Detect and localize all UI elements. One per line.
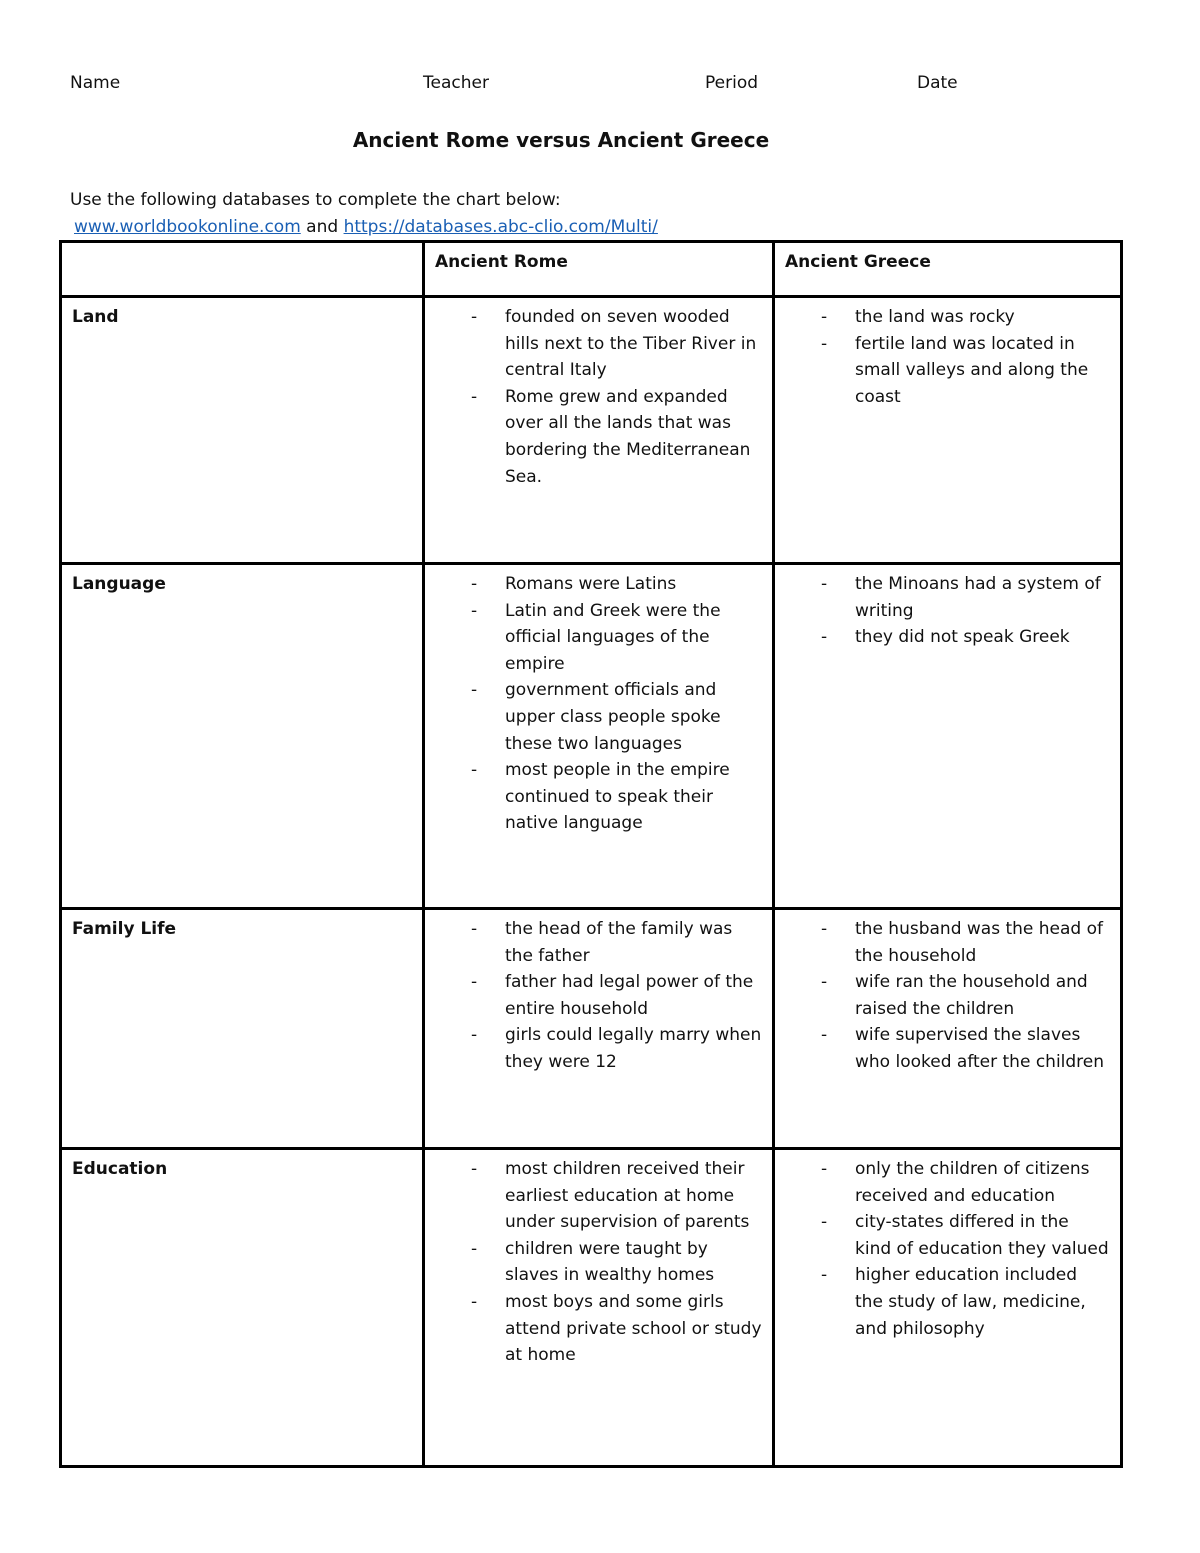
column-header-blank (61, 242, 424, 297)
table-row-education (61, 1149, 1122, 1467)
instructions-text: Use the following databases to complete the chart below: (70, 190, 561, 210)
cell-language-rome (424, 564, 774, 909)
bullet-list (435, 916, 762, 1076)
bullet-list (435, 1156, 762, 1369)
abc-clio-link[interactable]: https://databases.abc-clio.com/Multi/ (343, 217, 658, 237)
list-item: - most children received their earliest education at home under supervision of parents (435, 1156, 762, 1236)
column-header-greece: Ancient Greece (774, 242, 1122, 297)
list-item: - wife supervised the slaves who looked after the children (785, 1022, 1110, 1075)
bullet-list (785, 304, 1110, 410)
table-row-land (61, 297, 1122, 564)
row-label-land: Land (61, 297, 424, 564)
row-label-family-life: Family Life (61, 909, 424, 1149)
list-item: - the head of the family was the father (435, 916, 762, 969)
bullet-list (785, 916, 1110, 1076)
list-item: - higher education included the study of law, medicine, and philosophy (785, 1262, 1110, 1342)
list-item: - Romans were Latins (435, 571, 762, 598)
list-item: - fertile land was located in small valleys and along the coast (785, 331, 1110, 411)
name-label: Name (70, 73, 121, 93)
cell-education-rome (424, 1149, 774, 1467)
list-item: - the husband was the head of the household (785, 916, 1110, 969)
list-item: - city-states differed in the kind of education they valued (785, 1209, 1110, 1262)
cell-family-greece (774, 909, 1122, 1149)
list-item: - wife ran the household and raised the children (785, 969, 1110, 1022)
teacher-label: Teacher (423, 73, 489, 93)
cell-land-greece (774, 297, 1122, 564)
list-item: - founded on seven wooded hills next to the Tiber River in central Italy (435, 304, 762, 384)
comparison-table (59, 240, 1123, 1468)
table-header-row (61, 242, 1122, 297)
list-item: - girls could legally marry when they were 12 (435, 1022, 762, 1075)
table-row-family-life (61, 909, 1122, 1149)
table-row-language (61, 564, 1122, 909)
cell-education-greece (774, 1149, 1122, 1467)
row-label-language: Language (61, 564, 424, 909)
period-label: Period (705, 73, 759, 93)
list-item: - the land was rocky (785, 304, 1110, 331)
list-item: - children were taught by slaves in wealthy homes (435, 1236, 762, 1289)
list-item: - most boys and some girls attend private school or study at home (435, 1289, 762, 1369)
list-item: - only the children of citizens received and education (785, 1156, 1110, 1209)
bullet-list (785, 1156, 1110, 1342)
list-item: - the Minoans had a system of writing (785, 571, 1110, 624)
bullet-list (785, 571, 1110, 651)
links-conjunction: and (306, 217, 339, 237)
cell-land-rome (424, 297, 774, 564)
list-item: - government officials and upper class people spoke these two languages (435, 677, 762, 757)
worldbook-link[interactable]: www.worldbookonline.com (74, 217, 301, 237)
date-label: Date (917, 73, 958, 93)
list-item: - most people in the empire continued to speak their native language (435, 757, 762, 837)
page-title: Ancient Rome versus Ancient Greece (352, 128, 770, 152)
list-item: - Rome grew and expanded over all the lands that was bordering the Mediterranean Sea. (435, 384, 762, 490)
bullet-list (435, 304, 762, 490)
list-item: - they did not speak Greek (785, 624, 1110, 651)
list-item: - father had legal power of the entire household (435, 969, 762, 1022)
cell-family-rome (424, 909, 774, 1149)
bullet-list (435, 571, 762, 837)
row-label-education: Education (61, 1149, 424, 1467)
list-item: - Latin and Greek were the official languages of the empire (435, 598, 762, 678)
column-header-rome: Ancient Rome (424, 242, 774, 297)
cell-language-greece (774, 564, 1122, 909)
database-links (74, 217, 658, 237)
